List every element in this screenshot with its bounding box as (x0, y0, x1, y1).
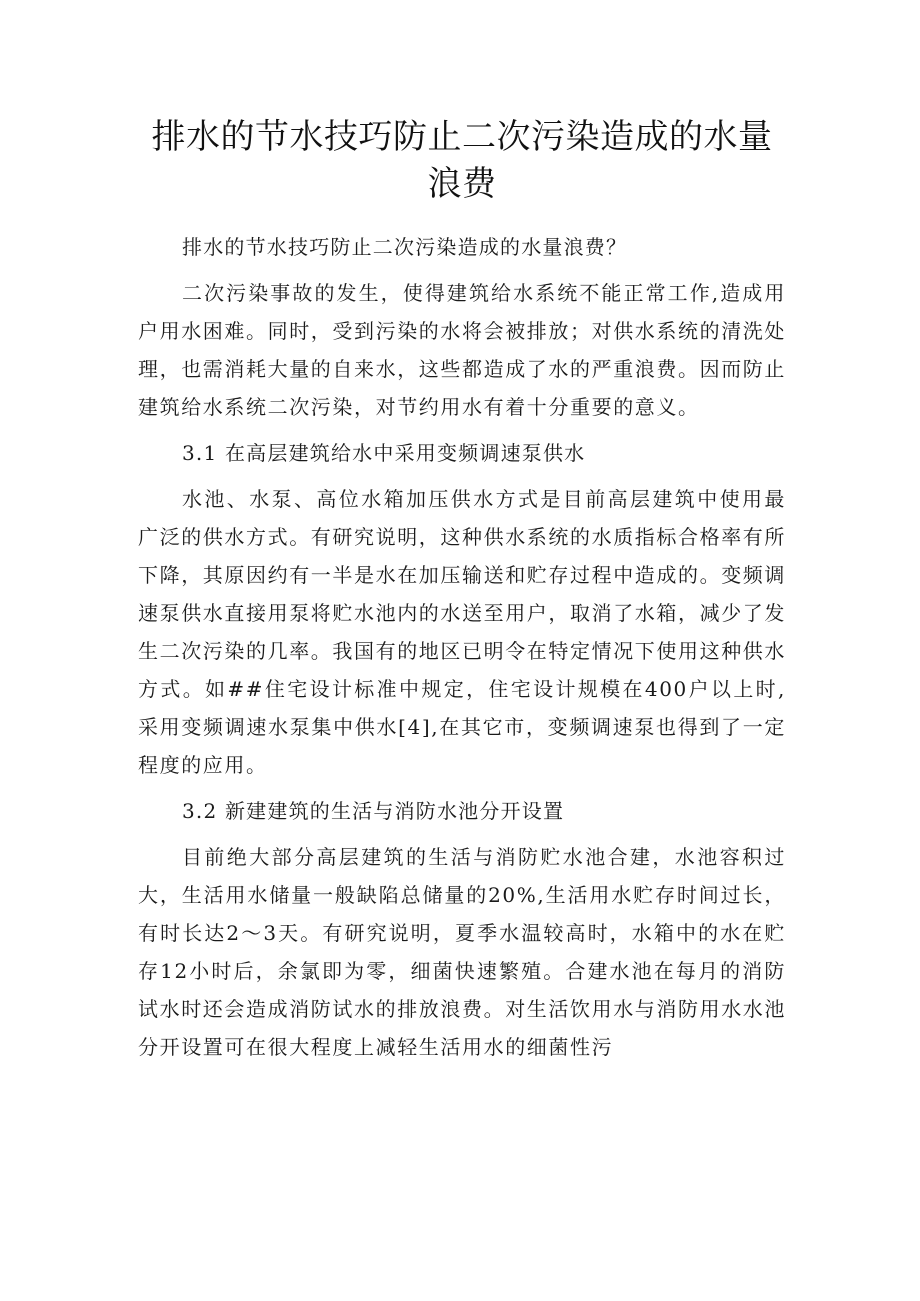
paragraph-secondary-pollution: 二次污染事故的发生，使得建筑给水系统不能正常工作,造成用户用水困难。同时，受到污染的水将会被排放；对供水系统的清洗处理，也需消耗大量的自来水，这些都造成了水的严重浪费。因而防止建筑给水系统二次污染，对节约用水有着十分重要的意义。 (138, 281, 786, 419)
section-heading-3-1: 3.1 在高层建筑给水中采用变频调速泵供水 (182, 441, 586, 465)
document-body (138, 228, 786, 1066)
intro-question: 排水的节水技巧防止二次污染造成的水量浪费？ (182, 235, 628, 259)
paragraph-variable-frequency-pump: 水池、水泵、高位水箱加压供水方式是目前高层建筑中使用最广泛的供水方式。有研究说明，这种供水系统的水质指标合格率有所下降，其原因约有一半是水在加压输送和贮存过程中造成的。变频调速泵供水直接用泵将贮水池内的水送至用户，取消了水箱，减少了发生二次污染的几率。我国有的地区已明令在特定情况下使用这种供水方式。如##住宅设计标准中规定，住宅设计规模在400户以上时,采用变频调速水泵集中供水[4],在其它市，变频调速泵也得到了一定程度的应用。 (138, 487, 786, 777)
section-heading-3-2: 3.2 新建建筑的生活与消防水池分开设置 (182, 799, 565, 823)
title-line-1: 排水的节水技巧防止二次污染造成的水量 (151, 117, 773, 157)
paragraph-separate-pools: 目前绝大部分高层建筑的生活与消防贮水池合建，水池容积过大，生活用水储量一般缺陷总储量的20%,生活用水贮存时间过长，有时长达2～3天。有研究说明，夏季水温较高时，水箱中的水在贮存12小时后，余氯即为零，细菌快速繁殖。合建水池在每月的消防试水时还会造成消防试水的排放浪费。对生活饮用水与消防用水水池分开设置可在很大程度上减轻生活用水的细菌性污 (138, 845, 786, 1059)
title-line-2: 浪费 (427, 164, 497, 204)
document-title (138, 114, 786, 208)
